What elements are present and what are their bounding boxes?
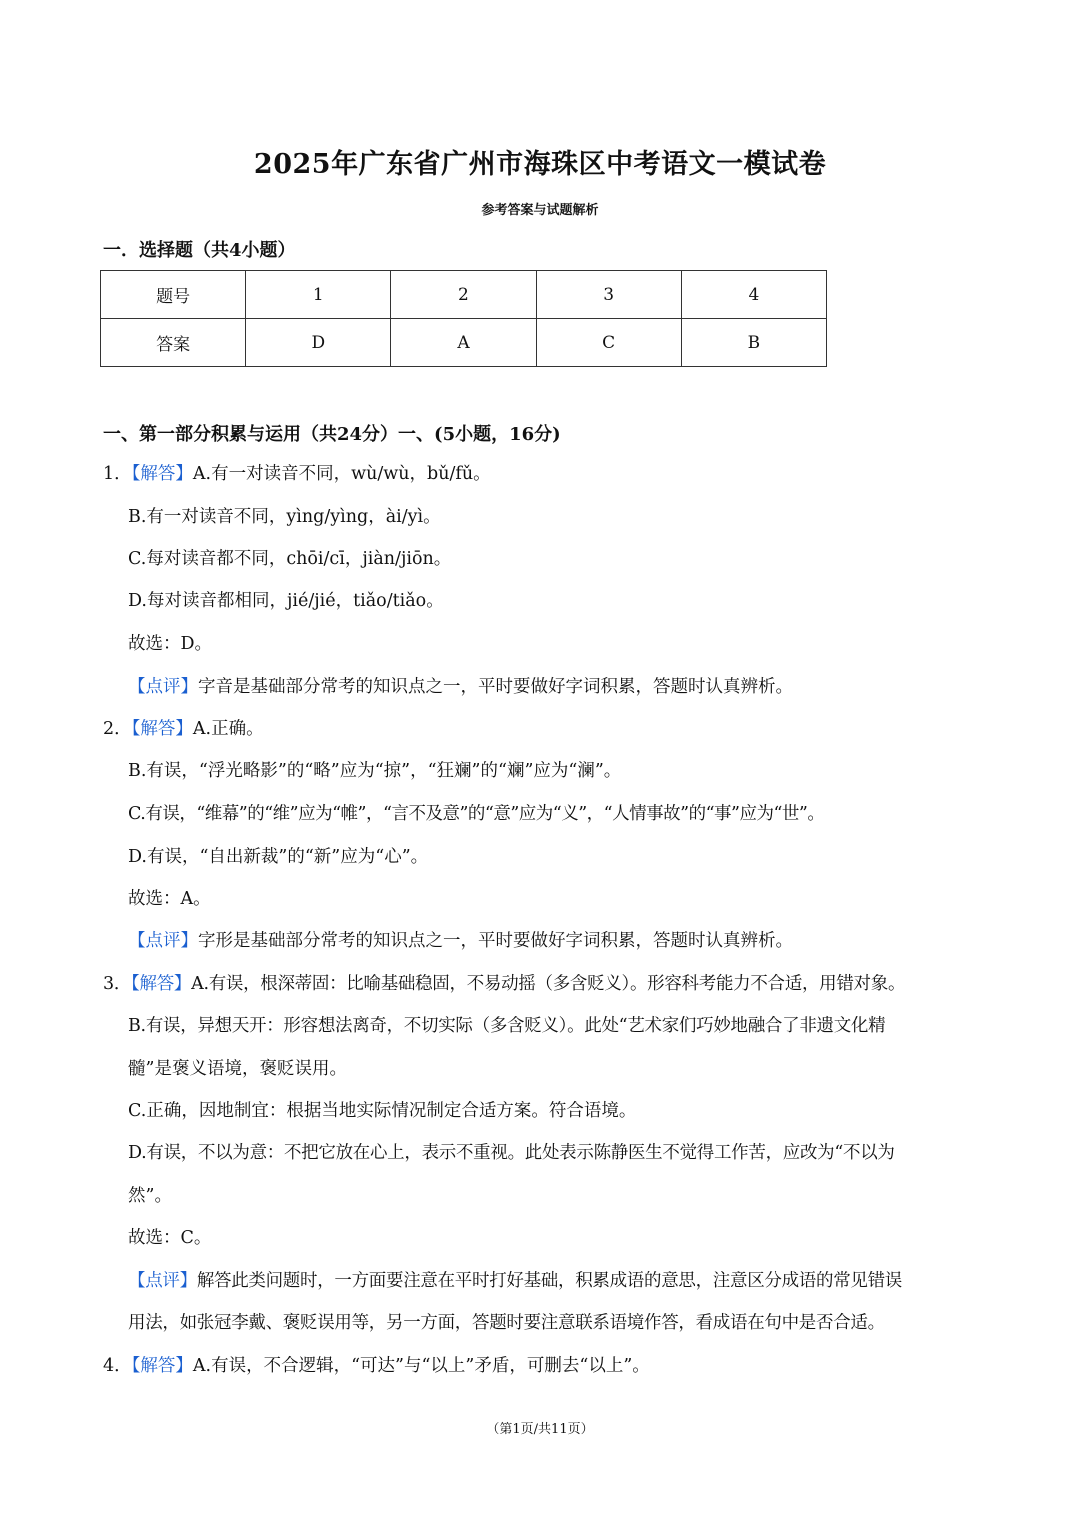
q3-comment-text: 解答此类问题时，一方面要注意在平时打好基础，积累成语的意思，注意区分成语的常见错误 — [196, 1271, 903, 1291]
q3-line-d1: D.有误，不以为意：不把它放在心上，表示不重视。此处表示陈静医生不觉得工作苦，应改为“不以为 — [128, 1143, 895, 1163]
section-heading-choice: 一．选择题（共4小题） — [103, 240, 296, 261]
table-cell: B — [681, 319, 826, 367]
q1-line-c: C.每对读音都不同，chōi/cī，jiàn/jiōn。 — [128, 549, 452, 569]
q2-line-a — [103, 717, 264, 741]
q3-text-a: A.有误，根深蒂固：比喻基础稳固，不易动摇（多含贬义）。形容科考能力不合适，用错对象。 — [191, 974, 906, 994]
q3-line-b1: B.有误，异想天开：形容想法离奇，不切实际（多含贬义）。此处“艺术家们巧妙地融合了非遗文化精 — [128, 1016, 886, 1036]
question-number: 4． — [103, 1356, 132, 1376]
answer-tag: 【解答】 — [131, 974, 192, 994]
document-title: 2025年广东省广州市海珠区中考语文一模试卷 — [253, 149, 827, 180]
question-number: 1． — [103, 464, 132, 484]
comment-tag: 【点评】 — [128, 1271, 197, 1291]
q1-text-a: A.有一对读音不同，wù/wù，bǔ/fǔ。 — [192, 464, 491, 484]
table-row — [101, 271, 827, 319]
q1-line-a — [103, 462, 491, 486]
q1-choice: 故选：D。 — [128, 634, 213, 654]
q2-line-b: B.有误，“浮光略影”的“略”应为“掠”，“狂斓”的“斓”应为“澜”。 — [128, 761, 622, 781]
table-cell: 1 — [246, 271, 391, 319]
table-cell: 4 — [681, 271, 826, 319]
q2-comment — [128, 929, 793, 953]
q2-choice: 故选：A。 — [128, 889, 211, 909]
q2-line-d: D.有误，“自出新裁”的“新”应为“心”。 — [128, 847, 429, 867]
q2-line-c: C.有误，“维幕”的“维”应为“帷”，“言不及意”的“意”应为“义”，“人情事故”的“事”应为“世”。 — [128, 804, 825, 824]
document-subtitle: 参考答案与试题解析 — [481, 203, 599, 218]
answer-tag: 【解答】 — [131, 1356, 193, 1376]
answer-tag: 【解答】 — [131, 719, 193, 739]
q2-text-a: A.正确。 — [192, 719, 264, 739]
q3-line-c: C.正确，因地制宜：根据当地实际情况制定合适方案。符合语境。 — [128, 1101, 637, 1121]
q3-line-b2: 髓”是褒义语境，褒贬误用。 — [128, 1059, 347, 1079]
question-number: 2． — [103, 719, 132, 739]
answer-tag: 【解答】 — [131, 464, 193, 484]
q1-line-b: B.有一对读音不同，yìng/yìng，ài/yì。 — [128, 507, 441, 527]
q3-comment — [128, 1269, 902, 1293]
q3-line-a — [103, 972, 905, 996]
q4-line-a — [103, 1354, 650, 1378]
question-number: 3． — [103, 974, 132, 994]
table-cell: C — [536, 319, 681, 367]
q1-line-d: D.每对读音都相同，jié/jié，tiǎo/tiǎo。 — [128, 591, 444, 611]
q1-comment-text: 字音是基础部分常考的知识点之一，平时要做好字词积累，答题时认真辨析。 — [198, 677, 793, 697]
section-heading-part1: 一、第一部分积累与运用（共24分）一、(5小题，16分) — [103, 424, 561, 445]
table-cell: A — [391, 319, 536, 367]
table-cell: 题号 — [101, 271, 246, 319]
comment-tag: 【点评】 — [128, 931, 198, 951]
table-cell: D — [246, 319, 391, 367]
table-cell: 3 — [536, 271, 681, 319]
q1-comment — [128, 675, 793, 699]
table-cell: 答案 — [101, 319, 246, 367]
page-footer: （第1页/共11页） — [486, 1422, 594, 1437]
q2-comment-text: 字形是基础部分常考的知识点之一，平时要做好字词积累，答题时认真辨析。 — [198, 931, 793, 951]
comment-tag: 【点评】 — [128, 677, 198, 697]
answer-table — [100, 270, 827, 367]
table-row — [101, 319, 827, 367]
q3-choice: 故选：C。 — [128, 1228, 212, 1248]
q4-text-a: A.有误，不合逻辑，“可达”与“以上”矛盾，可删去“以上”。 — [192, 1356, 650, 1376]
q3-line-d2: 然”。 — [128, 1186, 172, 1206]
table-cell: 2 — [391, 271, 536, 319]
q3-comment-line2: 用法，如张冠李戴、褒贬误用等，另一方面，答题时要注意联系语境作答，看成语在句中是否合适。 — [128, 1313, 885, 1333]
